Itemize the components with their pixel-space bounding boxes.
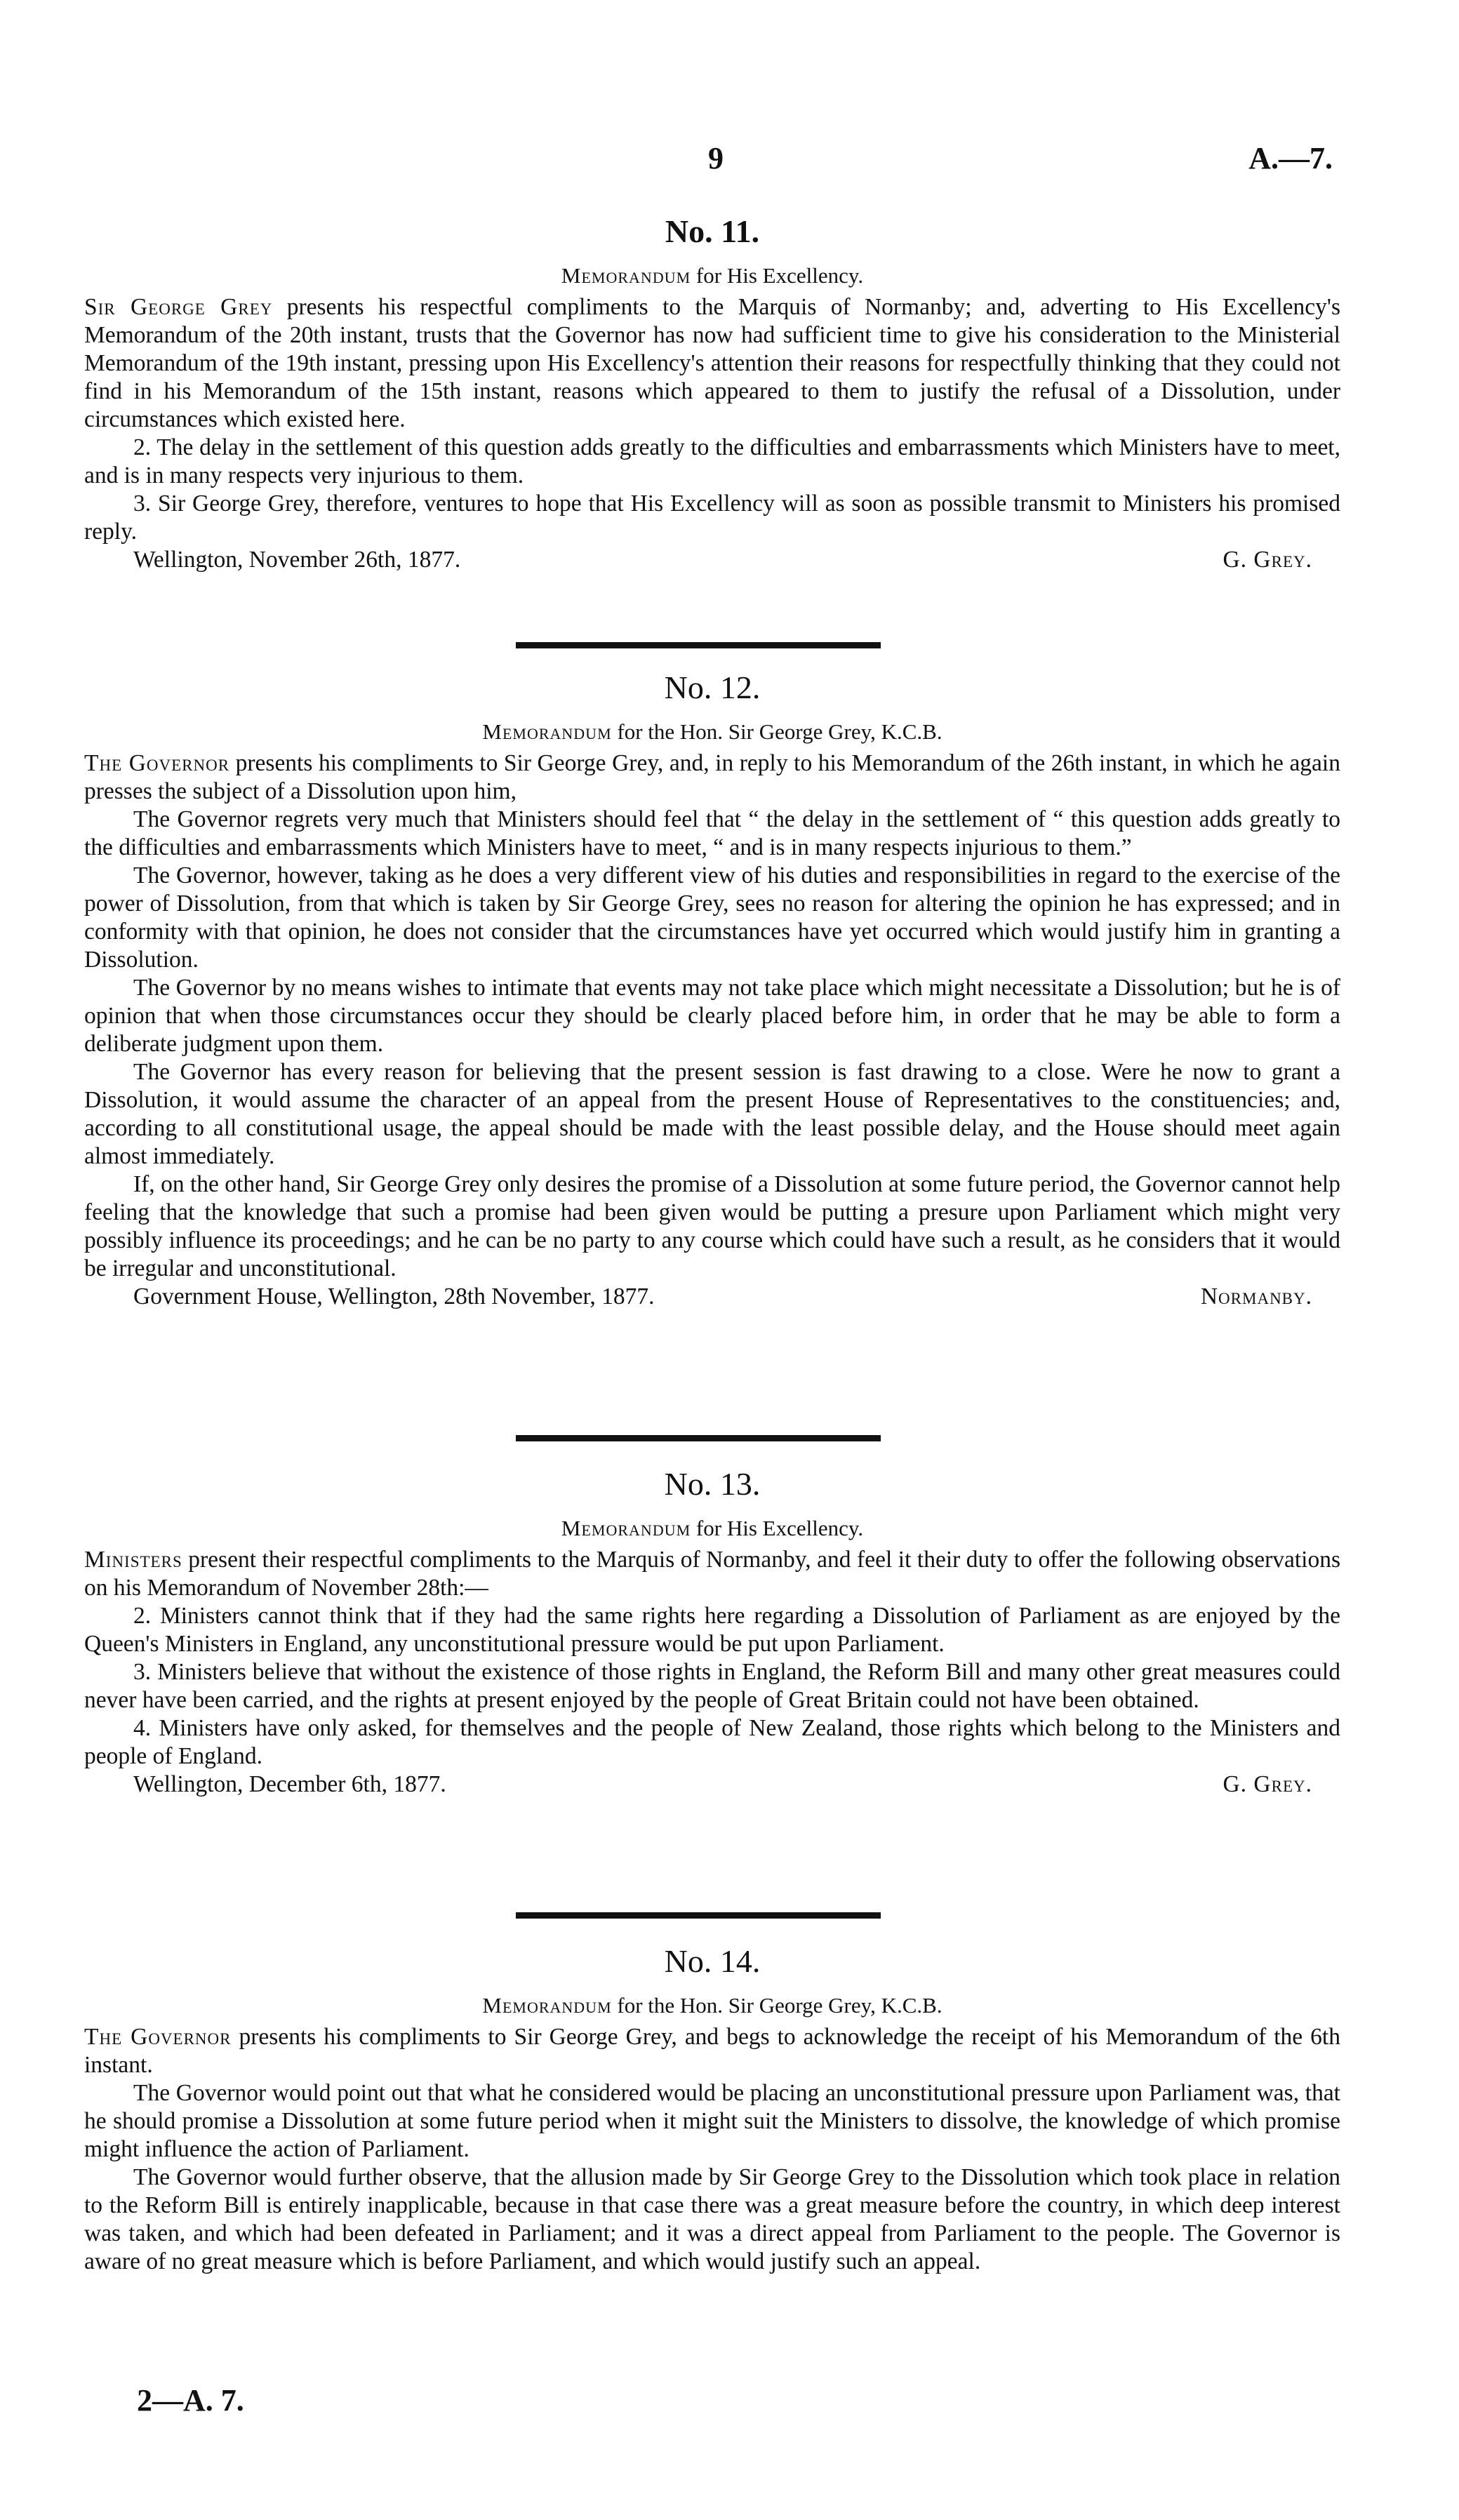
paragraph: 2. Ministers cannot think that if they had the same rights here regarding a Dissolution of Parliament as are enjoyed by the Queen's Ministers in England, any unconstitutional pressure would be put upon Parliament. (84, 1603, 1340, 1657)
title-caps: Memorandum (482, 719, 612, 744)
paragraph: The Governor has every reason for believing that the present session is fast drawing to a close. Were he now to grant a Dissolution, it would assume the character of an appeal from the present House of Representatives to the constituencies; and, according to all constitutional usage, the appeal should be made with the least possible delay, and the House should meet again almost immediately. (84, 1059, 1340, 1169)
paragraph: The Governor regrets very much that Ministers should feel that “ the delay in the settlement of “ this question adds greatly to the difficulties and embarrassments which Ministers have to meet, “ and is in many respects injurious to them.” (84, 806, 1340, 860)
paragraph: Ministers present their respectful compliments to the Marquis of Normanby, and feel it their duty to offer the following observations on his Memorandum of November 28th:— (84, 1547, 1340, 1601)
section-number: No. 14. (664, 1943, 761, 1979)
paragraph: 4. Ministers have only asked, for themselves and the people of New Zealand, those rights which belong to the Ministers and people of England. (84, 1715, 1340, 1769)
paragraph: The Governor, however, taking as he does a very different view of his duties and responsibilities in regard to the exercise of the power of Dissolution, from that which is taken by Sir George Grey, sees no reason for altering the opinion he has expressed; and in conformity with that opinion, he does not consider that the circumstances have yet occurred which would justify him in granting a Dissolution. (84, 862, 1340, 973)
section-body (84, 293, 1340, 546)
document-reference: A.—7. (1248, 141, 1333, 175)
section-number: No. 12. (664, 669, 761, 705)
paragraph: The Governor would point out that what he considered would be placing an unconstitutional pressure upon Parliament was, that he should promise a Dissolution at some future period when it might suit the Ministers to dissolve, the knowledge of which promise might influence the action of Parliament. (84, 2080, 1340, 2162)
section-body (84, 1546, 1340, 1771)
section-title (84, 1991, 1340, 2020)
paragraph: The Governor would further observe, that the allusion made by Sir George Grey to the Dissolution which took place in relation to the Reform Bill is entirely inapplicable, because in that case there was a great measure before the country, in which deep interest was taken, and which had been defeated in Parliament; and it was a direct appeal from Parliament to the people. The Governor is aware of no great measure which is before Parliament, and which would justify such an appeal. (84, 2164, 1340, 2274)
title-rest: for the Hon. Sir George Grey, K.C.B. (611, 719, 942, 744)
paragraph: 2. The delay in the settlement of this question adds greatly to the difficulties and embarrassments which Ministers have to meet, and is in many respects very injurious to them. (84, 434, 1340, 488)
title-rest: for His Excellency. (691, 1516, 864, 1540)
section-divider (516, 1912, 881, 1919)
page-number: 9 (708, 141, 724, 175)
paragraph: Sir George Grey presents his respectful compliments to the Marquis of Normanby; and, adverting to His Excellency's Memorandum of the 20th instant, trusts that the Governor has now had sufficient time to give his consideration to the Ministerial Memorandum of the 19th instant, pressing upon His Excellency's attention their reasons for respectfully thinking that they could not find in his Memorandum of the 15th instant, reasons which appeared to them to justify the refusal of a Dissolution, under circumstances which existed here. (84, 294, 1340, 432)
signature: G. Grey. (1223, 547, 1312, 573)
signoff (84, 1771, 1340, 1800)
memorandum-no-12 (84, 667, 1340, 1312)
paragraph: The Governor by no means wishes to intimate that events may not take place which might necessitate a Dissolution; but he is of opinion that when those circumstances occur they should be clearly placed before him, in order that he may be able to form a deliberate judgment upon them. (84, 975, 1340, 1057)
title-rest: for His Excellency. (691, 263, 864, 288)
title-caps: Memorandum (561, 263, 691, 288)
paragraph: 3. Ministers believe that without the existence of those rights in England, the Reform Bill and many other great measures could never have been carried, and the rights at present enjoyed by the people of Great Britain could not have been obtained. (84, 1659, 1340, 1713)
title-rest: for the Hon. Sir George Grey, K.C.B. (611, 1993, 942, 2018)
paragraph: The Governor presents his compliments to Sir George Grey, and begs to acknowledge the receipt of his Memorandum of the 6th instant. (84, 2024, 1340, 2078)
memorandum-no-14 (84, 1940, 1340, 2276)
signature: Normanby. (1200, 1284, 1312, 1309)
memorandum-no-13 (84, 1463, 1340, 1800)
memorandum-no-11 (84, 211, 1340, 575)
section-divider (516, 1435, 881, 1441)
section-title (84, 261, 1340, 291)
lead-in: Ministers (84, 1547, 182, 1573)
section-number: No. 11. (665, 213, 760, 249)
section-title (84, 717, 1340, 747)
lead-in: Sir George Grey (84, 294, 273, 320)
section-body (84, 2023, 1340, 2276)
title-caps: Memorandum (561, 1516, 691, 1540)
paragraph: If, on the other hand, Sir George Grey only desires the promise of a Dissolution at some future period, the Governor cannot help feeling that the knowledge that such a promise had been given would be putting a presure upon Parliament which might very possibly influence its proceedings; and he can be no party to any course which could have such a result, as he considers that it would be irregular and unconstitutional. (84, 1171, 1340, 1281)
signature-mark: 2—A. 7. (137, 2383, 244, 2418)
signoff (84, 546, 1340, 575)
page-header (0, 140, 1459, 189)
section-number: No. 13. (664, 1466, 761, 1502)
place-date: Government House, Wellington, 28th November, 1877. (133, 1284, 655, 1309)
place-date: Wellington, November 26th, 1877. (133, 547, 461, 573)
paragraph: The Governor presents his compliments to Sir George Grey, and, in reply to his Memorandum of the 26th instant, in which he again presses the subject of a Dissolution upon him, (84, 750, 1340, 804)
lead-in: The Governor (84, 2024, 232, 2050)
section-divider (516, 642, 881, 648)
section-body (84, 749, 1340, 1283)
signoff (84, 1283, 1340, 1312)
paragraph: 3. Sir George Grey, therefore, ventures to hope that His Excellency will as soon as possible transmit to Ministers his promised reply. (84, 491, 1340, 545)
title-caps: Memorandum (482, 1993, 612, 2018)
section-title (84, 1514, 1340, 1543)
place-date: Wellington, December 6th, 1877. (133, 1771, 446, 1797)
lead-in: The Governor (84, 750, 230, 776)
signature: G. Grey. (1223, 1771, 1312, 1797)
